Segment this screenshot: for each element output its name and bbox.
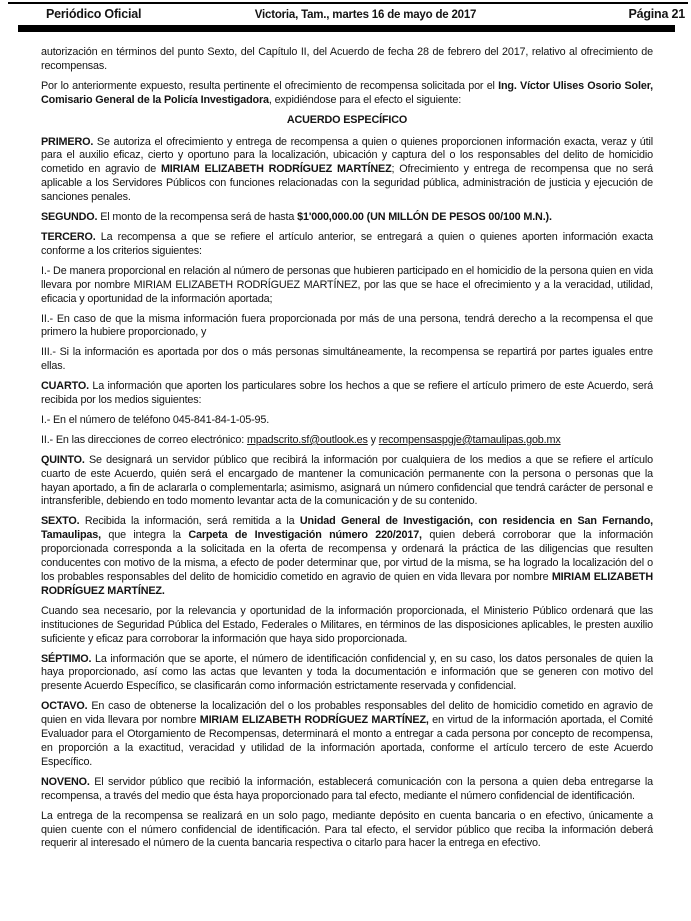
- text-run: Ing. Víctor Ulises Osorio Soler, Comisario General de la Policía Investigadora: [41, 79, 653, 106]
- sexto-parrafo-segundo: [41, 605, 653, 647]
- text-run: Unidad General de Investigación, con residencia en San Fernando, Tamaulipas,: [41, 515, 653, 542]
- text-run: , expidiéndose para el efecto el siguiente:: [268, 93, 462, 106]
- text-run: $1'000,000.00 (UN MILLÓN DE PESOS 00/100 M.N.).: [297, 211, 552, 224]
- tercero-fraccion-ii: [41, 313, 653, 341]
- articulo-octavo: [41, 700, 653, 770]
- text-run: ACUERDO ESPECÍFICO: [286, 113, 408, 126]
- text-run: ; Ofrecimiento y entrega de recompensa que no será aplicable a los Servidores Públicos con funciones relacionadas con la seguridad pública, administración de justicia y ejecución de sanciones penales.: [41, 163, 654, 204]
- text-run: II.- En caso de que la misma información fuera proporcionada por más de una persona, tendrá derecho a la recompensa el que primero la hubiere proporcionado, y: [41, 312, 653, 339]
- text-run: en virtud de la información aportada, el Comité Evaluador para el Otorgamiento de Recompensas, determinará el monto a entregar a cada persona por concepto de recompensa, en proporción a la exactitud, veracidad y utilidad de la información aportada, conforme el artículo tercero de este Acuerdo Específico.: [41, 714, 653, 768]
- text-run: I.- En el número de teléfono 045-841-84-1-05-95.: [41, 413, 270, 426]
- text-run: En caso de obtenerse la localización del o los probables responsables del delito de homicidio cometido en agravio de quien en vida llevara por nombre: [41, 700, 653, 727]
- articulo-sexto: [41, 515, 653, 598]
- text-run: MIRIAM ELIZABETH RODRÍGUEZ MARTÍNEZ.: [41, 571, 653, 597]
- intro-paragraph: [41, 80, 653, 108]
- tercero-fraccion-i: [41, 265, 653, 307]
- text-run: II.- En las direcciones de correo electrónico:: [41, 433, 247, 446]
- email-link[interactable]: mpadscrito.sf@outlook.es: [247, 433, 368, 446]
- noveno-parrafo-segundo: [41, 810, 653, 852]
- text-run: Se designará un servidor público que recibirá la información por cualquiera de los medios a que se refiere el artículo cuarto de este Acuerdo, quién será el encargado de mantener la comunicación permanente con la persona o personas que la hayan aportado, a fin de aclararla o complementarla; asimismo, asignará un número confidencial que tendrá carácter de personal e intransferible, debiendo en todo momento levantar acta de la comunicación y de su contenido.: [41, 453, 653, 508]
- journal-name: Periódico Oficial: [46, 7, 142, 21]
- text-run: PRIMERO.: [41, 135, 94, 148]
- text-run: CUARTO.: [41, 380, 89, 393]
- text-run: La recompensa a que se refiere el artículo anterior, se entregará a quien o quienes aporten información exacta conforme a los criterios siguientes:: [41, 230, 653, 257]
- text-run: autorización en términos del punto Sexto, del Capítulo II, del Acuerdo de fecha 28 de febrero del 2017, relativo al ofrecimiento de recompensas.: [41, 46, 653, 72]
- text-run: III.- Si la información es aportada por dos o más personas simultáneamente, la recompensa se repartirá por partes iguales entre ellas.: [41, 346, 653, 373]
- text-run: Cuando sea necesario, por la relevancia y oportunidad de la información proporcionada, el Ministerio Público ordenará que las instituciones de Seguridad Pública del Estado, Federales o Militares, en términos de las disposiciones aplicables, le presten auxilio suficiente y eficaz para corroborar la información que haya sido proporcionada.: [41, 604, 653, 645]
- text-run: Recibida la información, será remitida a la: [79, 515, 300, 528]
- acuerdo-especifico-heading: [41, 114, 653, 128]
- articulo-noveno: [41, 776, 653, 804]
- text-run: El servidor público que recibió la información, establecerá comunicación con la persona a quien deba entregarse la recompensa, a través del medio que ésta haya proporcionado para tal efecto, mediante el número confidencial de identificación.: [41, 775, 653, 802]
- header-rule-bar: [18, 25, 675, 32]
- text-run: SEGUNDO.: [41, 211, 98, 224]
- text-run: SÉPTIMO.: [41, 652, 92, 665]
- document-body: [41, 46, 653, 851]
- date-line: Victoria, Tam., martes 16 de mayo de 2017: [254, 9, 477, 21]
- text-run: I.- De manera proporcional en relación al número de personas que hubieren participado en el homicidio de la persona quien en vida llevara por nombre MIRIAM ELIZABETH RODRÍGUEZ MARTÍNEZ, por las que se hace el ofrecimiento y a la veracidad, utilidad, eficacia y oportunidad de la información aportada;: [41, 264, 653, 305]
- text-run: OCTAVO.: [41, 700, 88, 713]
- text-run: La información que aporten los particulares sobre los hechos a que se refiere el artículo primero de este Acuerdo, será recibida por los medios siguientes:: [41, 380, 653, 407]
- tercero-fraccion-iii: [41, 346, 653, 374]
- text-run: El monto de la recompensa será de hasta: [97, 211, 298, 224]
- page-header: [0, 4, 691, 23]
- articulo-primero: [41, 136, 653, 206]
- text-run: y: [367, 433, 379, 446]
- articulo-quinto: [41, 454, 653, 510]
- text-run: Por lo anteriormente expuesto, resulta pertinente el ofrecimiento de recompensa solicitada por el: [41, 79, 499, 92]
- page-number: Página 21: [628, 7, 685, 21]
- text-run: La entrega de la recompensa se realizará en un solo pago, mediante depósito en cuenta bancaria o en efectivo, únicamente a quien cuente con el número confidencial de identificación. Para tal efecto, el servidor público que reciba la información deberá requerir al interesado el número de la cuenta bancaria respectiva o citarlo para hacer la entrega en efectivo.: [41, 809, 653, 850]
- text-run: TERCERO.: [41, 230, 96, 243]
- text-run: Carpeta de Investigación número 220/2017,: [188, 529, 422, 542]
- articulo-septimo: [41, 653, 653, 695]
- text-run: QUINTO.: [41, 453, 85, 466]
- text-run: Se autoriza el ofrecimiento y entrega de recompensa a quien o quienes proporcionen información exacta, veraz y útil para el auxilio eficaz, cierto y oportuno para la localización, ubicación y captura del o los responsables del delito de homicidio cometido en agravio de: [41, 135, 653, 176]
- text-run: quien deberá corroborar que la información proporcionada corresponda a la solicitada en la oferta de recompensa y ordenará la práctica de las diligencias que resulten conducentes con motivo de la misma, a efecto de poder determinar que, por virtud de la misma, se ha logrado la localización del o los probables responsables del delito de homicidio cometido en agravio de quien en vida llevara por nombre: [41, 529, 653, 583]
- articulo-segundo: [41, 211, 653, 225]
- text-run: MIRIAM ELIZABETH RODRÍGUEZ MARTÍNEZ,: [199, 714, 429, 727]
- continuation-paragraph: [41, 46, 653, 74]
- text-run: NOVENO.: [41, 775, 90, 788]
- articulo-tercero: [41, 231, 653, 259]
- text-run: SEXTO.: [41, 515, 80, 528]
- email-link[interactable]: recompensaspgje@tamaulipas.gob.mx: [378, 433, 561, 446]
- text-run: que integra la: [100, 529, 189, 542]
- cuarto-fraccion-i-telefono: [41, 414, 653, 428]
- text-run: La información que se aporte, el número de identificación confidencial y, en su caso, los datos personales de quien la haya proporcionado, así como las actas que levanten y toda la documentación e información que se generen con motivo del presente Acuerdo Específico, se clasificarán como información estrictamente reservada y confidencial.: [41, 652, 653, 693]
- cuarto-fraccion-ii-correos: [41, 434, 653, 448]
- text-run: MIRIAM ELIZABETH RODRÍGUEZ MARTÍNEZ: [160, 163, 392, 176]
- articulo-cuarto: [41, 380, 653, 408]
